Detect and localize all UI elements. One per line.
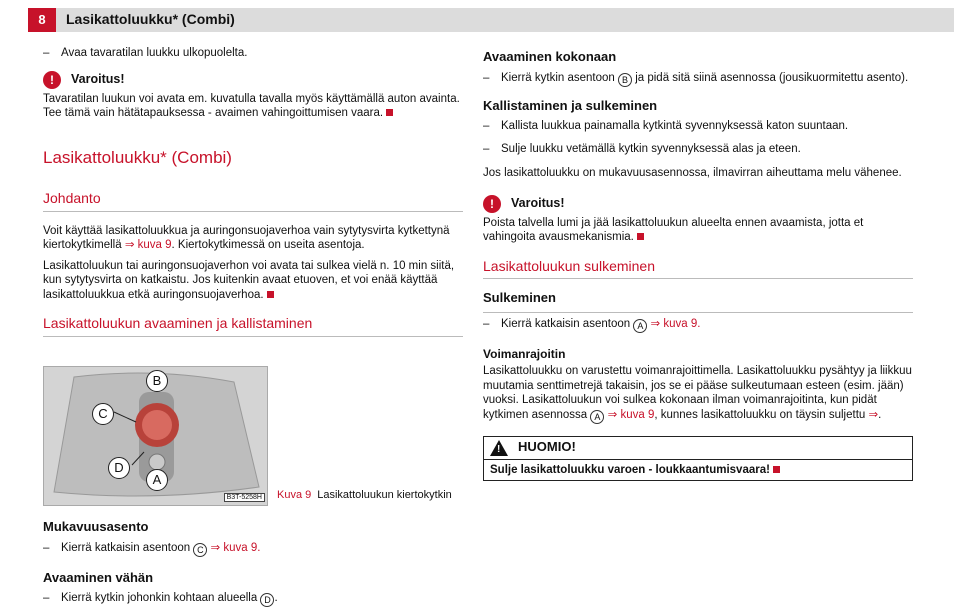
kokonaan-heading: Avaaminen kokonaan	[483, 49, 617, 64]
step-item: – Kierrä kytkin johonkin kohtaan alueella D .	[43, 592, 278, 605]
figure-caption: Kuva 9 Lasikattoluukun kiertokytkin	[277, 489, 452, 501]
figure-ref-link[interactable]: kuva 9.	[223, 541, 261, 554]
label-a: A	[146, 469, 168, 491]
page-number: 8	[28, 8, 56, 32]
mukavuus-heading: Mukavuusasento	[43, 519, 149, 534]
switch-figure	[43, 366, 268, 506]
warning-heading: ! Varoitus!	[483, 195, 913, 213]
end-marker-icon	[267, 291, 274, 298]
warning-text: Poista talvella lumi ja jää lasikattoluukun alueelta ennen avaamista, jotta et vahingoita avausmekanismia.	[483, 216, 864, 243]
step-item: – Sulje luukku vetämällä kytkin syvennyksessä alas ja eteen.	[483, 142, 801, 155]
label-c: C	[92, 403, 114, 425]
voima-text: Lasikattoluukku on varustettu voimanrajoittimella. Lasikattoluukku pysähtyy ja liikkuu muutamia senttimetrejä takaisin, jos se ei pääse sulkeutumaan esteen (esim. jään) vuoksi. Lasikattoluukun voi sulkea kokonaan ilman voimanrajoitinta, kun pidät kytkimen asennossa A ⇒ kuva 9, kunnes lasikattoluukku on täysin suljettu ⇒.	[483, 365, 912, 422]
johdanto-heading: Johdanto	[43, 191, 463, 212]
warning-icon: !	[483, 195, 501, 213]
figure-ref-link[interactable]: kuva 9.	[663, 317, 701, 330]
page-header	[0, 0, 960, 36]
label-b: B	[146, 370, 168, 392]
warning-text: Tavaratilan luukun voi avata em. kuvatulla tavalla myös käyttämällä auton avainta. Tee tämä vain hätätapauksessa - avaimen vahingoittumisen vaara.	[43, 92, 460, 119]
vahan-heading: Avaaminen vähän	[43, 569, 154, 585]
warning-heading: ! Varoitus!	[43, 71, 463, 89]
johdanto-paragraph-2: Lasikattoluukun tai auringonsuojaverhon voi avata tai sulkea vielä n. 10 min siitä, kun sytytysvirta on katkaistu. Jos kuitenkin avaat etuoven, et voi enää käyttää lasikattoluukkua etkä auringonsuojaverhoa.	[43, 259, 455, 301]
figure-ref-link[interactable]: kuva 9	[620, 408, 655, 421]
step-item: – Kierrä kytkin asentoon B ja pidä sitä siinä asennossa (jousikuormitettu asento).	[483, 71, 909, 85]
huomio-box: ! HUOMIO! Sulje lasikattoluukku varoen - loukkaantumisvaara!	[483, 436, 913, 482]
left-bottom	[43, 520, 463, 607]
label-d: D	[108, 457, 130, 479]
step-item: – Avaa tavaratilan luukku ulkopuolelta.	[43, 47, 248, 59]
header-title: Lasikattoluukku* (Combi)	[66, 11, 235, 27]
figure-ref-arrow-icon: ⇒	[210, 541, 221, 554]
kallist-note: Jos lasikattoluukku on mukavuusasennossa, ilmavirran aiheuttama melu vähenee.	[483, 167, 902, 179]
step-item: – Kallista luukkua painamalla kytkintä syvennyksessä katon suuntaan.	[483, 120, 849, 132]
figure-code: B3T-5258H	[224, 493, 265, 502]
sulkeminen-section-heading: Lasikattoluukun sulkeminen	[483, 259, 913, 280]
figure-ref-arrow-icon: ⇒	[650, 317, 661, 330]
kallist-heading: Kallistaminen ja sulkeminen	[483, 97, 658, 113]
avaaminen-heading: Lasikattoluukun avaaminen ja kallistaminen	[43, 316, 463, 337]
section-title: Lasikattoluukku* (Combi)	[43, 147, 232, 167]
end-marker-icon	[637, 233, 644, 240]
figure-ref-link[interactable]: kuva 9	[137, 239, 172, 251]
figure-ref-arrow-icon: ⇒	[607, 408, 618, 421]
johdanto-paragraph: Voit käyttää lasikattoluukkua ja auringonsuojaverhoa vain sytytysvirta kytkettynä kiertokytkimellä ⇒ kuva 9. Kiertokytkimessä on useita asentoja.	[43, 224, 450, 251]
end-marker-icon	[386, 109, 393, 116]
end-marker-icon	[773, 466, 780, 473]
caution-triangle-icon: !	[490, 440, 508, 456]
step-item: – Kierrä katkaisin asentoon C ⇒ kuva 9.	[43, 541, 261, 555]
figure-ref-arrow-icon: ⇒	[124, 239, 135, 251]
right-column	[483, 46, 913, 481]
step-item: – Kierrä katkaisin asentoon A ⇒ kuva 9.	[483, 312, 913, 333]
warning-icon: !	[43, 71, 61, 89]
left-column	[43, 46, 463, 349]
voima-heading: Voimanrajoitin	[483, 346, 566, 361]
sulkeminen-heading: Sulkeminen	[483, 290, 556, 305]
